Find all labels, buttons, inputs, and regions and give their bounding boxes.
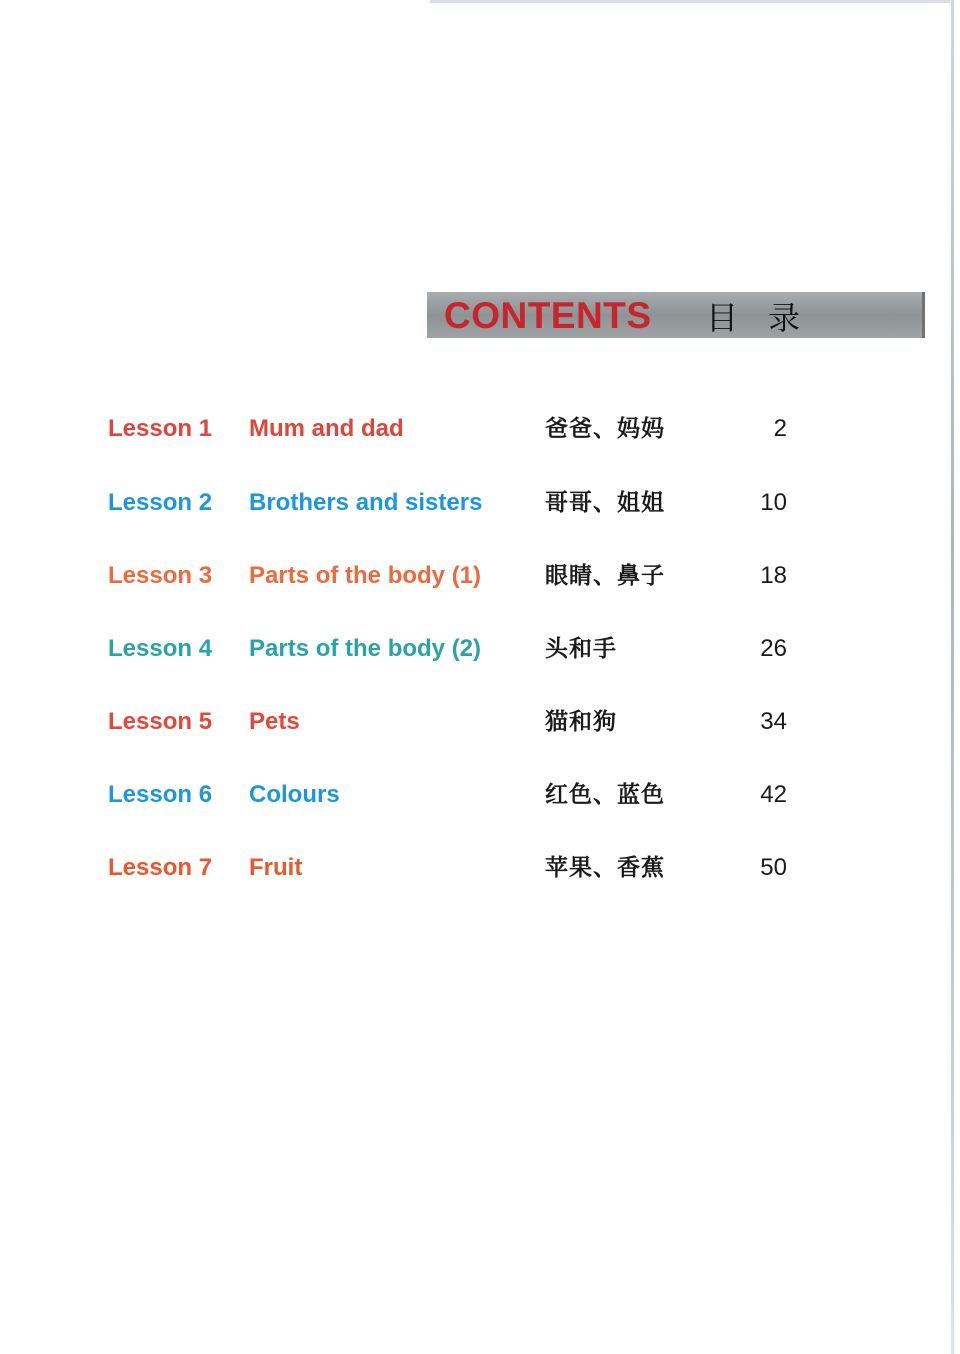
lesson-title-cn: 哥哥、姐姐 [545,489,665,516]
lesson-number: Lesson 4 [108,635,213,662]
lesson-number: Lesson 1 [108,415,213,442]
page-number: 26 [760,635,787,662]
toc-row-5[interactable] [0,707,960,747]
scan-edge-top [430,0,950,3]
scan-edge-right [951,0,954,1354]
lesson-title-cn: 眼睛、鼻子 [545,562,665,589]
lesson-number: Lesson 3 [108,562,213,589]
lesson-title: Brothers and sisters [249,489,483,516]
lesson-title-cn: 猫和狗 [545,708,617,735]
page-number: 50 [760,854,787,881]
lesson-title: Fruit [249,854,303,881]
page-number: 42 [760,781,787,808]
page-number: 10 [760,489,787,516]
contents-title-cn: 目 录 [706,299,811,337]
lesson-number: Lesson 7 [108,854,213,881]
contents-title: CONTENTS [444,295,652,336]
page-number: 2 [773,415,787,442]
lesson-title: Colours [249,781,340,808]
toc-row-6[interactable] [0,780,960,820]
page-number: 18 [760,562,787,589]
lesson-title: Parts of the body (1) [249,562,482,589]
lesson-title: Parts of the body (2) [249,635,482,662]
lesson-title-cn: 红色、蓝色 [545,781,665,808]
lesson-title-cn: 苹果、香蕉 [545,854,665,881]
toc-row-7[interactable] [0,853,960,893]
lesson-title-cn: 头和手 [545,635,617,662]
toc-row-3[interactable] [0,561,960,601]
lesson-title-cn: 爸爸、妈妈 [545,415,665,442]
toc-row-2[interactable] [0,488,960,528]
lesson-title: Pets [249,708,300,735]
toc-row-1[interactable] [0,414,960,454]
lesson-title: Mum and dad [249,415,404,442]
lesson-number: Lesson 5 [108,708,213,735]
lesson-number: Lesson 6 [108,781,213,808]
lesson-number: Lesson 2 [108,489,213,516]
toc-row-4[interactable] [0,634,960,674]
page-number: 34 [760,708,787,735]
